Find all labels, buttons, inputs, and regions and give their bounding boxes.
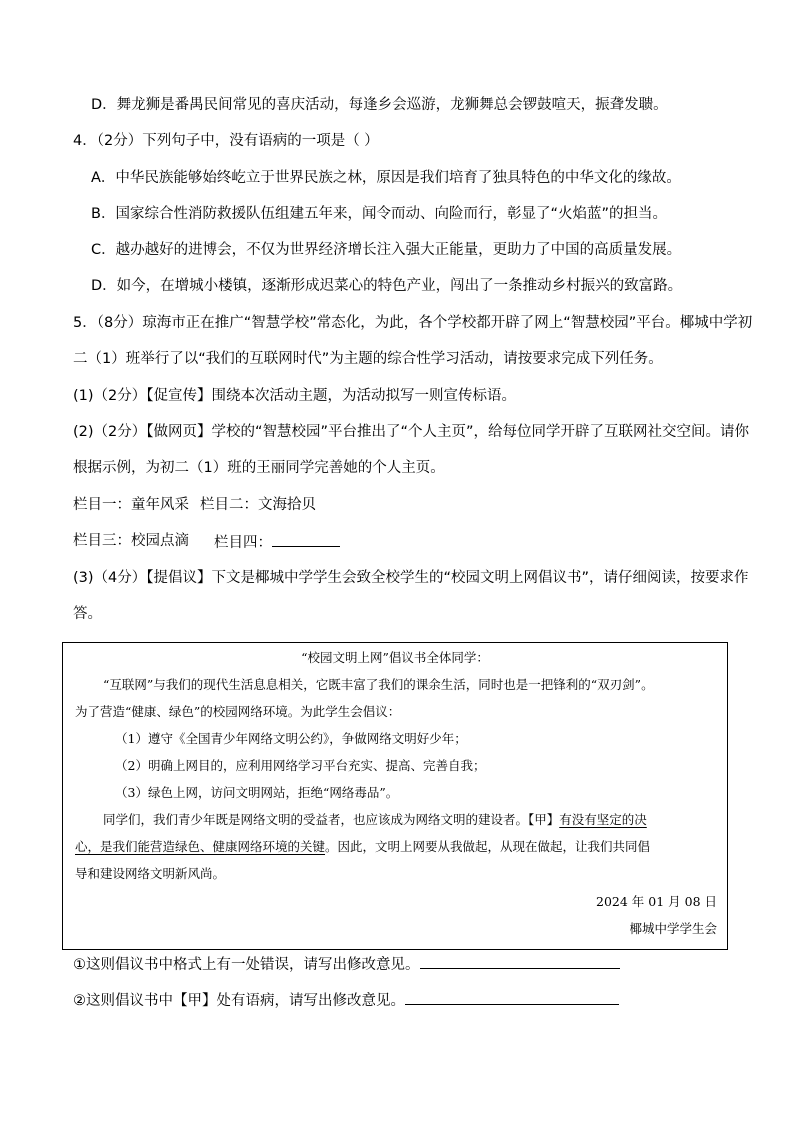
column-2: 栏目二：文海拾贝 — [200, 497, 316, 513]
q5-stem-line2: 二（1）班举行了以“我们的互联网时代”为主题的综合性学习活动，请按要求完成下列任务。 — [73, 351, 663, 367]
task-1-text: ①这则倡议书中格式上有一处错误，请写出修改意见。 — [73, 957, 420, 973]
q5-stem-line1: 5．（8分）琼海市正在推广“智慧学校”常态化，为此，各个学校都开辟了网上“智慧校园”平台。椰城中学初 — [73, 315, 753, 331]
q5-sub2-line1: (2)（2分）【做网页】学校的“智慧校园”平台推出了“个人主页”，给每位同学开辟了互联网社交空间。请你 — [73, 424, 750, 440]
letter-p1-line2: 为了营造“健康、绿色”的校园网络环境。为此学生会倡议： — [75, 704, 401, 719]
q4-option-a: A．中华民族能够始终屹立于世界民族之林，原因是我们培育了独具特色的中华文化的缘故。 — [91, 170, 681, 186]
task-2-text: ②这则倡议书中【甲】处有语病，请写出修改意见。 — [73, 993, 405, 1009]
column-4 — [214, 531, 340, 553]
q5-sub3-line1: (3)（4分）【提倡议】下文是椰城中学学生会致全校学生的“校园文明上网倡议书”，请仔细阅读，按要求作 — [73, 570, 749, 586]
q4-option-d: D．如今，在增城小楼镇，逐渐形成迟菜心的特色产业，闯出了一条推动乡村振兴的致富路。 — [91, 278, 683, 294]
column-4-label: 栏目四： — [214, 535, 272, 551]
q3-option-d: D．舞龙狮是番禺民间常见的喜庆活动，每逢乡会巡游，龙狮舞总会锣鼓喧天，振聋发聩。 — [91, 97, 668, 113]
q4-option-c: C．越办越好的进博会，不仅为世界经济增长注入强大正能量，更助力了中国的高质量发展。 — [91, 242, 682, 258]
letter-p2-line2 — [75, 838, 650, 856]
column-4-answer-blank[interactable] — [272, 531, 340, 547]
letter-p2-line2-text: 。因此，文明上网要从我做起，从现在做起，让我们共同倡 — [325, 839, 651, 854]
letter-signer: 椰城中学学生会 — [629, 921, 717, 936]
letter-p2-line1-text: 同学们，我们青少年既是网络文明的受益者，也应该成为网络文明的建设者。【甲】 — [103, 812, 560, 827]
q5-sub2-line2: 根据示例，为初二（1）班的王丽同学完善她的个人主页。 — [73, 460, 445, 476]
q4-stem: 4．（2分）下列句子中，没有语病的一项是（ ） — [73, 133, 379, 149]
letter-underlined-sentence-start: 有没有坚定的决 — [559, 812, 647, 827]
letter-p2-line1 — [103, 811, 647, 829]
q5-sub3-line2: 答。 — [73, 606, 102, 622]
letter-item-3: （3）绿色上网，访问文明网站，拒绝“网络毒品”。 — [115, 785, 399, 800]
letter-p1-line1: “互联网”与我们的现代生活息息相关，它既丰富了我们的课余生活，同时也是一把锋利的“双刃剑”。 — [103, 677, 654, 692]
letter-date: 2024 年 01 月 08 日 — [596, 894, 717, 909]
proposal-letter-box — [62, 642, 728, 950]
task-1-answer-blank[interactable] — [420, 953, 620, 969]
letter-underlined-sentence-end: 心，是我们能营造绿色、健康网络环境的关键 — [75, 839, 326, 854]
column-1: 栏目一：童年风采 — [73, 497, 189, 513]
letter-title: “校园文明上网”倡议书全体同学： — [301, 650, 489, 665]
task-1 — [73, 953, 620, 975]
task-2 — [73, 989, 619, 1011]
column-3: 栏目三：校园点滴 — [73, 533, 189, 549]
letter-item-1: （1）遵守《全国青少年网络文明公约》，争做网络文明好少年； — [115, 731, 467, 746]
q5-sub1: (1)（2分）【促宣传】围绕本次活动主题，为活动拟写一则宣传标语。 — [73, 388, 517, 404]
letter-item-2: （2）明确上网目的，应利用网络学习平台充实、提高、完善自我； — [115, 758, 486, 773]
q4-option-b: B．国家综合性消防救援队伍组建五年来，闻令而动、向险而行，彰显了“火焰蓝”的担当。 — [91, 206, 667, 222]
task-2-answer-blank[interactable] — [405, 989, 619, 1005]
letter-p2-line3: 导和建设网络文明新风尚。 — [75, 866, 226, 881]
